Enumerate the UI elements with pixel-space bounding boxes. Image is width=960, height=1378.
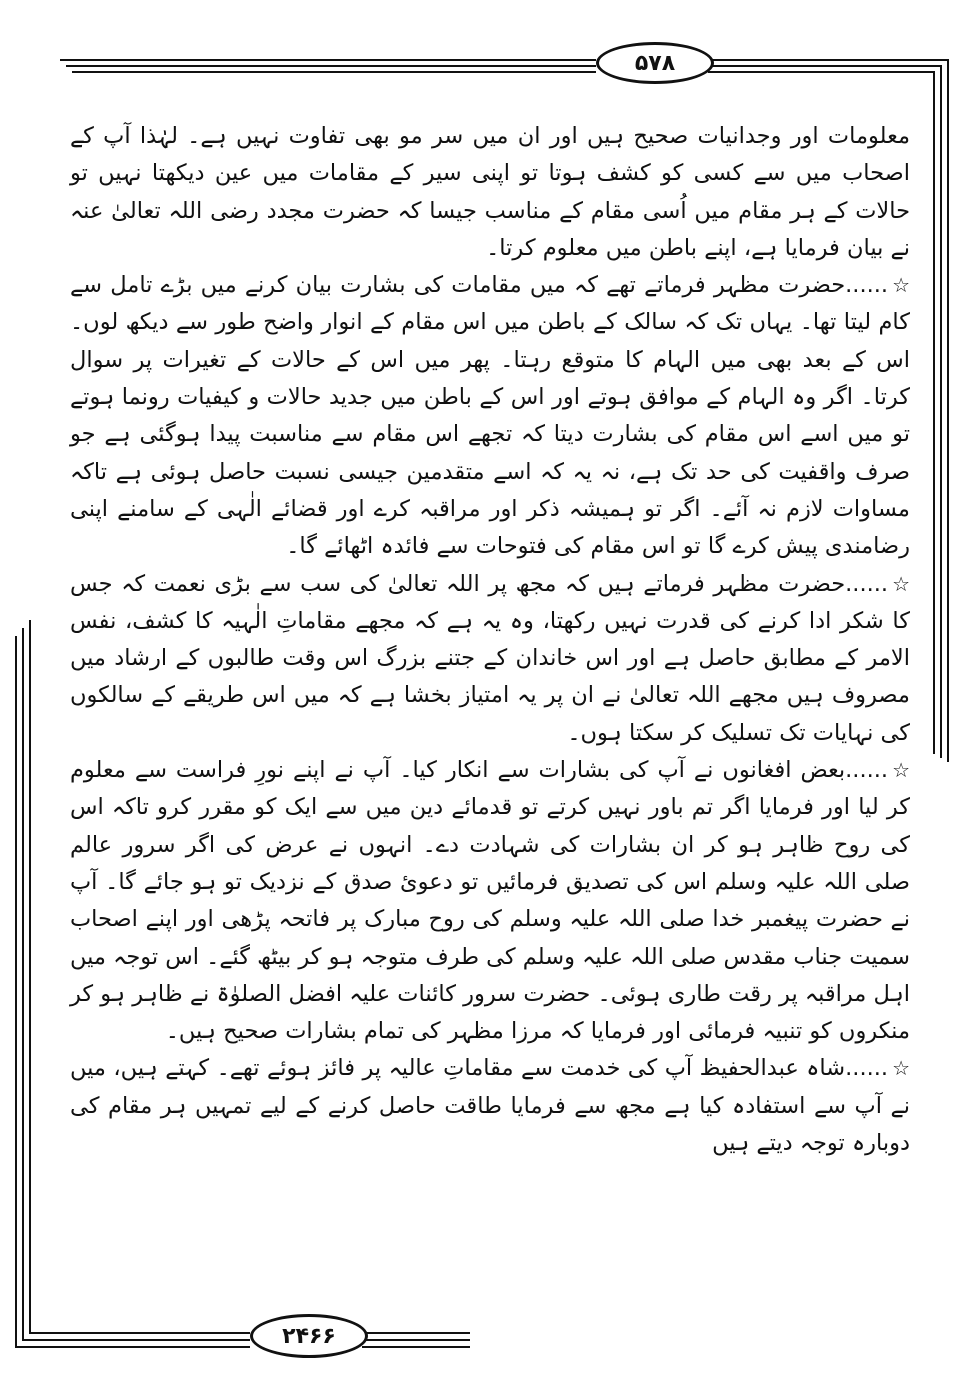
page-number-top: ۵۷۸ (596, 42, 714, 84)
paragraph-text: ......حضرت مظہر فرماتے ہیں کہ مجھ پر اللہ تعالیٰ کی سب سے بڑی نعمت کہ جس کا شکر ادا کرنے کی قدرت نہیں رکھتا، وہ یہ ہے کہ مجھے مقاماتِ الٰہیہ کا کشف، نفس الامر کے مطابق حاصل ہے اور اس خاندان کے جتنے بزرگ اس وقت طالبوں کے ارشاد میں مصروف ہیں مجھے اللہ تعالیٰ نے ان پر یہ امتیاز بخشا ہے کہ میں اس طریقے کے سالکوں کی نہایات تک تسلیک کر سکتا ہوں۔ (70, 570, 910, 746)
page-number-bottom: ۲۴۶۶ (250, 1314, 368, 1358)
paragraph-3 (70, 566, 910, 752)
paragraph-4 (70, 752, 910, 1050)
star-icon: ☆ (892, 571, 910, 596)
page-body-text (70, 118, 910, 1298)
star-icon: ☆ (892, 1056, 910, 1081)
paragraph-1 (70, 118, 910, 267)
paragraph-text: ......حضرت مظہر فرماتے تھے کہ میں مقامات کی بشارت بیان کرنے میں بڑے تامل سے کام لیتا تھا۔ یہاں تک کہ سالک کے باطن میں اس مقام کے انوار واضح طور سے دیکھ لوں۔ اس کے بعد بھی میں الہام کا متوقع رہتا۔ پھر میں اس کے حالات کے تغیرات پر سوال کرتا۔ اگر وہ الہام کے موافق ہوتے اور اس کے باطن میں جدید حالات و کیفیات رونما ہوتے تو میں اسے اس مقام کی بشارت دیتا کہ تجھے اس مقام سے مناسبت پیدا ہوگئی ہے جو صرف واقفیت کی حد تک ہے، نہ یہ کہ اسے متقدمین جیسی نسبت حاصل ہوئی ہے تاکہ مساوات لازم نہ آئے۔ اگر تو ہمیشہ ذکر اور مراقبہ کرے اور قضائے الٰہی کے سامنے اپنی رضامندی پیش کرے گا تو اس مقام کی فتوحات سے فائدہ اٹھائے گا۔ (70, 272, 910, 560)
paragraph-5 (70, 1050, 910, 1162)
paragraph-text: ......شاہ عبدالحفیظ آپ کی خدمت سے مقاماتِ عالیہ پر فائز ہوئے تھے۔ کہتے ہیں، میں نے آپ سے استفادہ کیا ہے مجھ سے فرمایا طاقت حاصل کرنے کے لیے تمہیں ہر مقام کی دوبارہ توجہ دیتے ہیں (70, 1055, 910, 1157)
paragraph-2 (70, 267, 910, 565)
paragraph-text: معلومات اور وجدانیات صحیح ہیں اور ان میں سر مو بھی تفاوت نہیں ہے۔ لہٰذا آپ کے اصحاب میں سے کسی کو کشف ہوتا تو اپنی سیر کے مقامات میں عین دیکھتا نہیں تو حالات کے ہر مقام میں اُسی مقام کے مناسب جیسا کہ حضرت مجدد رضی اللہ تعالیٰ عنہ نے بیان فرمایا ہے، اپنے باطن میں معلوم کرتا۔ (70, 123, 910, 261)
star-icon: ☆ (892, 758, 910, 783)
star-icon: ☆ (892, 273, 910, 298)
paragraph-text: ......بعض افغانوں نے آپ کی بشارات سے انکار کیا۔ آپ نے اپنے نورِ فراست سے معلوم کر لیا اور فرمایا اگر تم باور نہیں کرتے تو قدمائے دین میں سے ایک کو مقرر کرو تاکہ اس کی روح ظاہر ہو کر ان بشارات کی شہادت دے۔ انہوں نے عرض کی اگر سرور عالم صلی اللہ علیہ وسلم اس کی تصدیق فرمائیں تو دعویٔ صدق کے نزدیک تو ہو جائے گا۔ آپ نے حضرت پیغمبر خدا صلی اللہ علیہ وسلم کی روح مبارک پر فاتحہ پڑھی اور اپنے اصحاب سمیت جناب مقدس صلی اللہ علیہ وسلم کی طرف متوجہ ہو کر بیٹھ گئے۔ اس توجہ میں اہل مراقبہ پر رقت طاری ہوئی۔ حضرت سرور کائنات علیہ افضل الصلوٰۃ نے ظاہر ہو کر منکروں کو تنبیہ فرمائی اور فرمایا کہ مرزا مظہر کی تمام بشارات صحیح ہیں۔ (70, 757, 910, 1045)
